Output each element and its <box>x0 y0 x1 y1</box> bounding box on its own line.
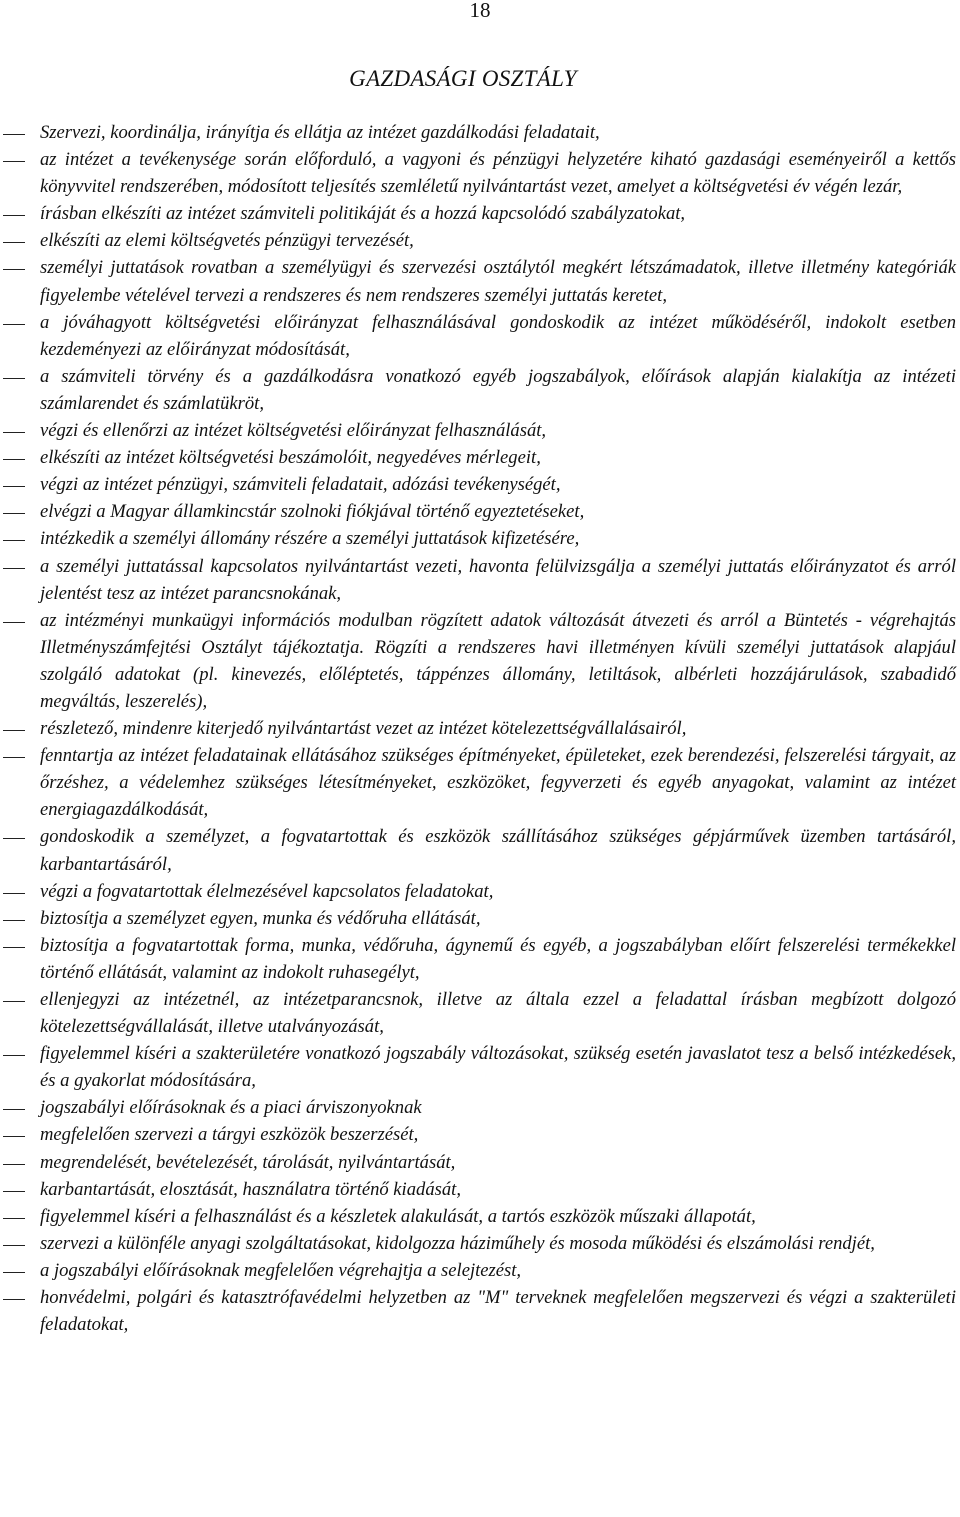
list-item <box>0 1284 960 1338</box>
list-item-text: végzi az intézet pénzügyi, számviteli feladatait, adózási tevékenységét, <box>40 474 561 496</box>
list-item-text: elvégzi a Magyar államkincstár szolnoki fiókjával történő egyeztetéseket, <box>40 501 585 523</box>
list-item-text: végzi a fogvatartottak élelmezésével kapcsolatos feladatokat, <box>40 880 494 902</box>
dash-bullet <box>3 324 25 325</box>
list-item <box>0 363 960 417</box>
list-item-text: a személyi juttatással kapcsolatos nyilvántartást vezeti, havonta felülvizsgálja a személyi juttatás előirányzatot és arról jelentést tesz az intézet parancsnokának, <box>40 555 956 604</box>
dash-bullet <box>3 1055 25 1056</box>
list-item <box>0 119 960 146</box>
list-item <box>0 1121 960 1148</box>
list-item <box>0 932 960 986</box>
list-item <box>0 905 960 932</box>
list-item <box>0 1203 960 1230</box>
list-item-text: a jóváhagyott költségvetési előirányzat felhasználásával gondoskodik az intézet működéséről, indokolt esetben kezdeményezi az előirányzat módosítását, <box>40 311 956 360</box>
list-item-text: ellenjegyzi az intézetnél, az intézetparancsnok, illetve az általa ezzel a feladattal írásban megbízott dolgozó kötelezettségvállalását, illetve utalványozását, <box>40 989 956 1038</box>
dash-bullet <box>3 134 25 135</box>
list-item-text: végzi és ellenőrzi az intézet költségvetési előirányzat felhasználását, <box>40 420 547 442</box>
list-item-text: biztosítja a fogvatartottak forma, munka, védőruha, ágynemű és egyéb, a jogszabályban előírt felszerelési termékekkel történő ellátását, valamint az indokolt ruhasegélyt, <box>40 934 956 983</box>
list-item <box>0 715 960 742</box>
dash-bullet <box>3 215 25 216</box>
list-item-text: írásban elkészíti az intézet számviteli politikáját és a hozzá kapcsolódó szabályzatokat, <box>40 203 686 225</box>
list-item-text: elkészíti az elemi költségvetés pénzügyi tervezését, <box>40 230 414 252</box>
list-item-text: az intézet a tevékenysége során előforduló, a vagyoni és pénzügyi helyzetére kiható gazdasági eseményeiről a kettős könyvvitel rendszerében, módosított teljesítés szemléletű nyilvántartást vezet, amelyet a költségvetési év végén lezár, <box>40 149 956 198</box>
list-item <box>0 986 960 1040</box>
list-item <box>0 146 960 200</box>
list-item <box>0 607 960 715</box>
list-item <box>0 227 960 254</box>
list-item-text: figyelemmel kíséri a szakterületére vonatkozó jogszabály változásokat, szükség esetén javaslatot tesz a belső intézkedések, és a gyakorlat módosítására, <box>40 1043 956 1092</box>
list-item <box>0 1230 960 1257</box>
list-item <box>0 742 960 823</box>
list-item-text: Szervezi, koordinálja, irányítja és ellátja az intézet gazdálkodási feladatait, <box>40 122 600 143</box>
list-item-text: a jogszabályi előírásoknak megfelelően végrehajtja a selejtezést, <box>40 1259 522 1281</box>
list-item <box>0 309 960 363</box>
dash-bullet <box>3 242 25 243</box>
list-item-text: szervezi a különféle anyagi szolgáltatásokat, kidolgozza háziműhely és mosoda működési és elszámolási rendjét, <box>40 1232 875 1254</box>
dash-bullet <box>3 1245 25 1246</box>
list-item <box>0 525 960 552</box>
list-item <box>0 1149 960 1176</box>
dash-bullet <box>3 920 25 921</box>
list-item <box>0 444 960 471</box>
dash-bullet <box>3 838 25 839</box>
dash-bullet <box>3 1109 25 1110</box>
list-item-text: fenntartja az intézet feladatainak ellátásához szükséges építményeket, épületeket, ezek berendezési, felszerelési tárgyait, az őrzéshez, a védelemhez szükséges létesítményeket, eszközöket, fegyverzeti és egyéb anyagokat, valamint az intézet energiagazdálkodását, <box>40 745 956 821</box>
list-item <box>0 1094 960 1121</box>
dash-bullet <box>3 269 25 270</box>
dash-bullet <box>3 459 25 460</box>
page-number: 18 <box>469 0 491 22</box>
dash-bullet <box>3 1299 25 1300</box>
list-item-text: gondoskodik a személyzet, a fogvatartottak és eszközök szállításához szükséges gépjárművek üzemben tartásáról, karbantartásáról, <box>40 826 956 875</box>
list-item <box>0 254 960 308</box>
list-item-text: megrendelését, bevételezését, tárolását, nyilvántartását, <box>40 1151 456 1173</box>
list-item <box>0 878 960 905</box>
dash-bullet <box>3 378 25 379</box>
list-item <box>0 823 960 877</box>
list-item-text: részletező, mindenre kiterjedő nyilvántartást vezet az intézet kötelezettségvállalásairól, <box>40 718 687 740</box>
list-item <box>0 553 960 607</box>
dash-bullet <box>3 486 25 487</box>
list-item-text: a számviteli törvény és a gazdálkodásra vonatkozó egyéb jogszabályok, előírások alapján kialakítja az intézeti számlarendet és számlatükröt, <box>40 365 956 414</box>
list-item <box>0 1176 960 1203</box>
duty-list <box>0 119 960 1338</box>
dash-bullet <box>3 513 25 514</box>
list-item-text: személyi juttatások rovatban a személyügyi és szervezési osztálytól megkért létszámadatok, illetve illetmény kategóriák figyelembe vételével tervezi a rendszeres és nem rendszeres személyi juttatás keretet, <box>40 257 956 306</box>
list-item-text: elkészíti az intézet költségvetési beszámolóit, negyedéves mérlegeit, <box>40 447 541 469</box>
list-item <box>0 471 960 498</box>
dash-bullet <box>3 622 25 623</box>
dash-bullet <box>3 161 25 162</box>
dash-bullet <box>3 540 25 541</box>
list-item-text: figyelemmel kíséri a felhasználást és a készletek alakulását, a tartós eszközök műszaki állapotát, <box>40 1205 756 1227</box>
list-item-text: honvédelmi, polgári és katasztrófavédelmi helyzetben az "M" terveknek megfelelően megszervezi és végzi a szakterületi feladatokat, <box>40 1287 956 1336</box>
dash-bullet <box>3 1272 25 1273</box>
list-item-text: karbantartását, elosztását, használatra történő kiadását, <box>40 1178 461 1200</box>
dash-bullet <box>3 730 25 731</box>
dash-bullet <box>3 947 25 948</box>
section-heading: GAZDASÁGI OSZTÁLY <box>349 66 577 91</box>
list-item <box>0 1040 960 1094</box>
dash-bullet <box>3 1001 25 1002</box>
dash-bullet <box>3 1191 25 1192</box>
list-item-text: biztosítja a személyzet egyen, munka és védőruha ellátását, <box>40 907 481 929</box>
list-item <box>0 417 960 444</box>
dash-bullet <box>3 568 25 569</box>
dash-bullet <box>3 1136 25 1137</box>
list-item-text: jogszabályi előírásoknak és a piaci árviszonyoknak <box>40 1097 422 1119</box>
list-item-text: megfelelően szervezi a tárgyi eszközök beszerzését, <box>40 1124 419 1146</box>
dash-bullet <box>3 1218 25 1219</box>
list-item-text: intézkedik a személyi állomány részére a személyi juttatások kifizetésére, <box>40 528 580 550</box>
dash-bullet <box>3 432 25 433</box>
list-item-text: az intézményi munkaügyi információs modulban rögzített adatok változását átvezeti és arról a Büntetés - végrehajtás Illetményszámfejtési Osztályt tájékoztatja. Rögzíti a rendszeres havi illetményen kívüli személyi juttatások alapjául szolgáló adatokat (pl. kinevezés, előléptetés, táppénzes állomány, letiltások, albérleti hozzájárulások, szabadidő megváltás, leszerelés), <box>40 609 956 712</box>
dash-bullet <box>3 757 25 758</box>
list-item <box>0 200 960 227</box>
list-item <box>0 1257 960 1284</box>
dash-bullet <box>3 893 25 894</box>
dash-bullet <box>3 1164 25 1165</box>
list-item <box>0 498 960 525</box>
